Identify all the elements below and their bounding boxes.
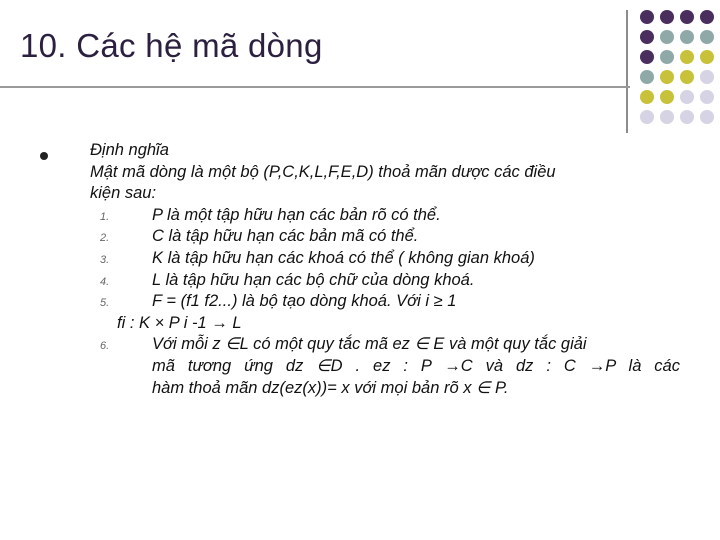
decorative-dot	[640, 10, 654, 24]
decorative-dot	[660, 50, 674, 64]
decorative-dot-grid	[620, 8, 720, 138]
slide-title: 10. Các hệ mã dòng	[20, 27, 323, 64]
list-item	[90, 248, 680, 270]
list-item-text: L là tập hữu hạn các bộ chữ của dòng khoá.	[152, 270, 475, 289]
decorative-dot	[680, 90, 694, 104]
decorative-dot	[660, 110, 674, 124]
title-underline	[0, 86, 630, 88]
decorative-dot	[680, 70, 694, 84]
list-item-number: 3.	[100, 253, 110, 266]
list-item-number: 4.	[100, 275, 110, 288]
decorative-dot	[640, 30, 654, 44]
decorative-dot	[640, 90, 654, 104]
decorative-dot	[680, 110, 694, 124]
bullet-icon	[40, 152, 48, 160]
decorative-dot	[660, 90, 674, 104]
list-item-number: 5.	[100, 297, 110, 310]
list-item-text: P là một tập hữu hạn các bản rõ có thể.	[152, 205, 441, 224]
list-item-text: F = (f1 f2...) là bộ tạo dòng khoá. Với i ≥ 1	[152, 292, 457, 311]
list-item-number: 1.	[100, 210, 110, 223]
decorative-dot	[680, 10, 694, 24]
list-item-6	[90, 334, 680, 356]
decorative-dot	[700, 90, 714, 104]
decorative-dot	[660, 30, 674, 44]
list-item	[90, 291, 680, 313]
list-item-text: Với mỗi z ∈L có một quy tắc mã ez ∈ E và một quy tắc giải	[152, 335, 587, 354]
decorative-dot	[700, 10, 714, 24]
list-item-6-continuation-2: hàm thoả mãn dz(ez(x))= x với mọi bản rõ x ∈ P.	[152, 378, 509, 397]
definition-intro-line-2: kiện sau:	[90, 184, 157, 203]
decorative-dot	[640, 50, 654, 64]
definition-intro-line-1: Mật mã dòng là một bộ (P,C,K,L,F,E,D) thoả mãn dược các điều	[90, 162, 556, 181]
decorative-dot	[660, 70, 674, 84]
list-item-text: C là tập hữu hạn các bản mã có thể.	[152, 227, 419, 246]
decorative-dot	[680, 50, 694, 64]
keystream-function-line: fi : K × P i -1 → L	[117, 313, 242, 332]
list-item-text: K là tập hữu hạn các khoá có thể ( không gian khoá)	[152, 248, 535, 267]
decorative-dot	[700, 110, 714, 124]
list-item-6-continuation-1: mã tương ứng dz ∈D . ez : P →C và dz : C →P là các	[152, 356, 680, 375]
decorative-dot	[700, 70, 714, 84]
list-item	[90, 205, 680, 227]
list-item-number: 6.	[100, 340, 110, 353]
definition-block	[90, 140, 680, 399]
list-item	[90, 270, 680, 292]
decorative-dot	[700, 50, 714, 64]
definition-heading: Định nghĩa	[90, 141, 169, 159]
decorative-dot	[680, 30, 694, 44]
decorative-dot	[700, 30, 714, 44]
decorative-dot	[640, 70, 654, 84]
list-item	[90, 226, 680, 248]
decorative-dot	[640, 110, 654, 124]
decorative-dot	[660, 10, 674, 24]
list-item-number: 2.	[100, 232, 110, 245]
